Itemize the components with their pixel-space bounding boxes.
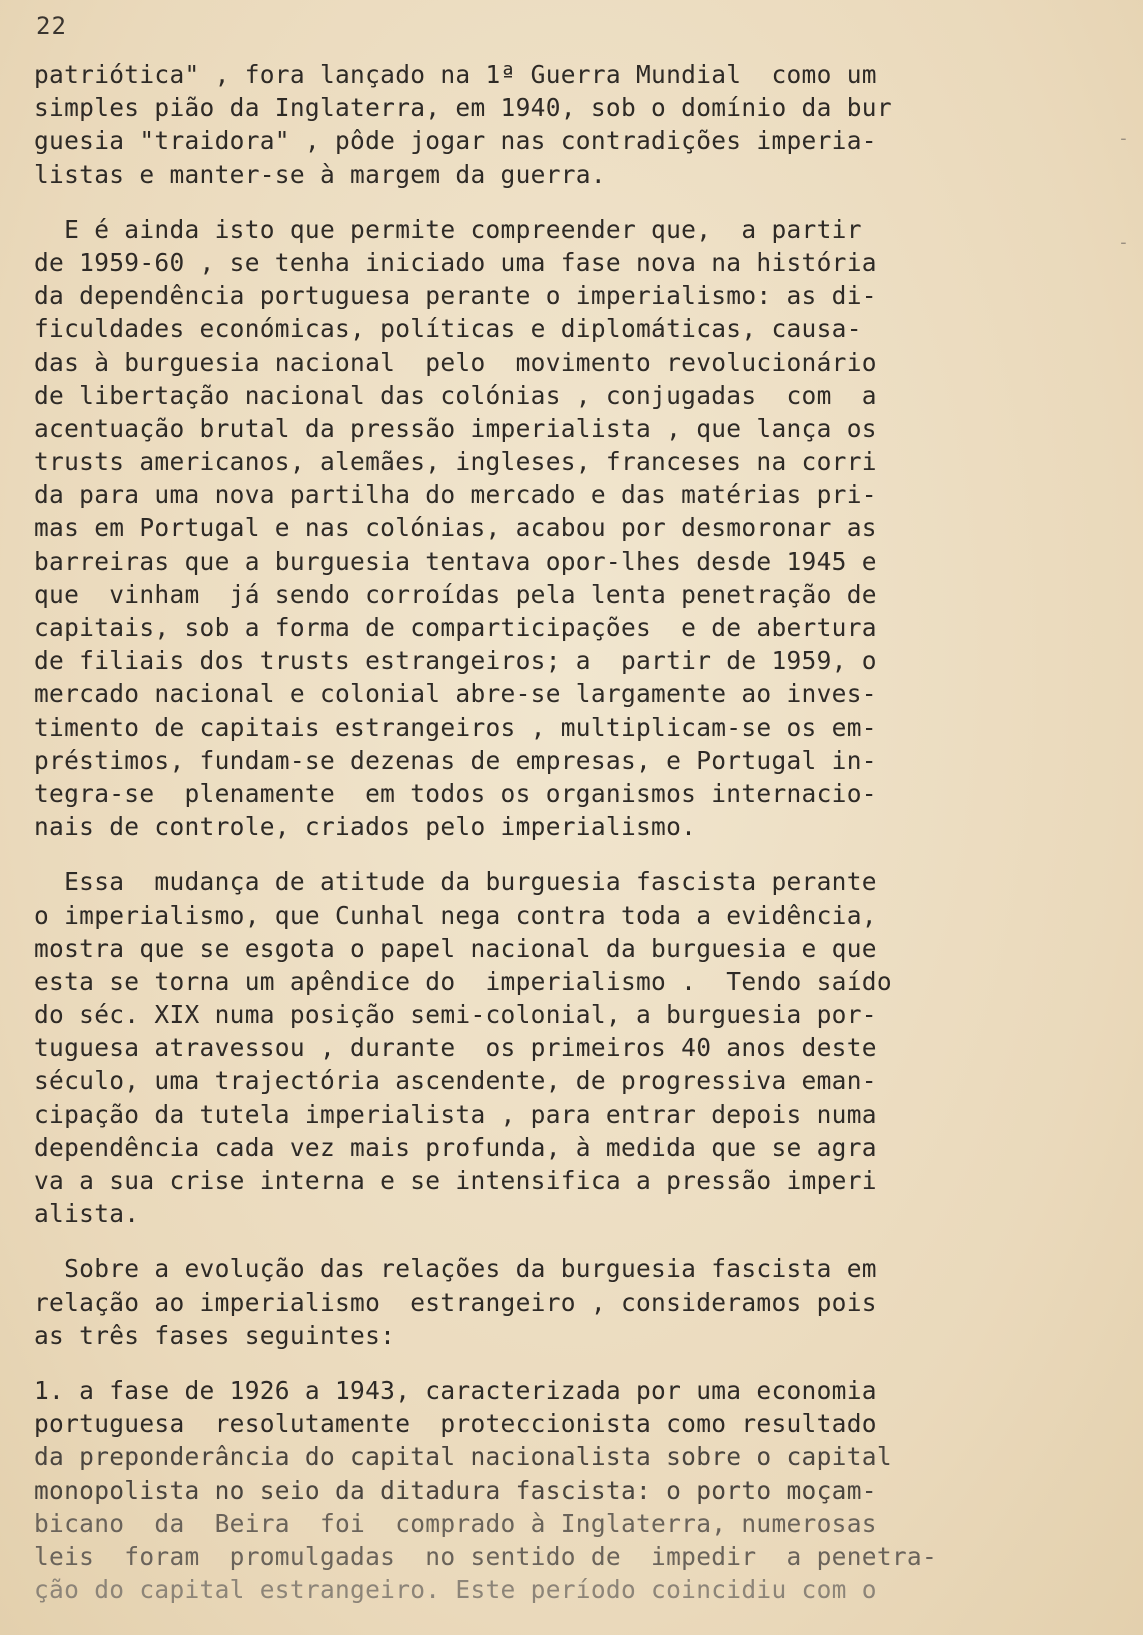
text-line: préstimos, fundam-se dezenas de empresas, e Portugal in-: [34, 745, 877, 775]
text-line: cipação da tutela imperialista , para entrar depois numa: [34, 1099, 877, 1129]
text-line: de libertação nacional das colónias , conjugadas com a: [34, 380, 877, 410]
text-line: esta se torna um apêndice do imperialismo . Tendo saído: [34, 966, 892, 996]
text-line: de 1959-60 , se tenha iniciado uma fase nova na história: [34, 247, 877, 277]
text-line: mas em Portugal e nas colónias, acabou por desmoronar as: [34, 513, 877, 543]
text-line: timento de capitais estrangeiros , multiplicam-se os em-: [34, 712, 877, 742]
text-line: dependência cada vez mais profunda, à medida que se agra: [34, 1132, 877, 1162]
text-line: acentuação brutal da pressão imperialista , que lança os: [34, 413, 877, 443]
page-number: 22: [36, 12, 67, 40]
text-line: mostra que se esgota o papel nacional da burguesia e que: [34, 933, 877, 963]
text-line: ção do capital estrangeiro. Este período coincidiu com o: [34, 1575, 877, 1605]
text-line: que vinham já sendo corroídas pela lenta penetração de: [34, 579, 877, 609]
text-line: nais de controle, criados pelo imperialismo.: [34, 812, 697, 842]
text-line: E é ainda isto que permite compreender que, a partir: [34, 214, 862, 244]
text-line: de filiais dos trusts estrangeiros; a partir de 1959, o: [34, 646, 877, 676]
text-line: patriótica" , fora lançado na 1ª Guerra Mundial como um: [34, 60, 877, 89]
text-line: tegra-se plenamente em todos os organismos internacio-: [34, 778, 877, 808]
text-line: 1. a fase de 1926 a 1943, caracterizada por uma economia: [34, 1375, 877, 1405]
body-text: [34, 58, 1014, 1606]
text-line: monopolista no seio da ditadura fascista: o porto moçam-: [34, 1475, 877, 1505]
text-line: mercado nacional e colonial abre-se largamente ao inves-: [34, 679, 877, 709]
margin-mark: -: [1118, 232, 1129, 253]
text-line: da para uma nova partilha do mercado e das matérias pri-: [34, 480, 877, 510]
text-line: relação ao imperialismo estrangeiro , consideramos pois: [34, 1287, 877, 1317]
text-line: século, uma trajectória ascendente, de progressiva eman-: [34, 1066, 877, 1096]
text-line: do séc. XIX numa posição semi-colonial, a burguesia por-: [34, 1000, 877, 1030]
text-line: o imperialismo, que Cunhal nega contra toda a evidência,: [34, 900, 877, 930]
text-line: Essa mudança de atitude da burguesia fascista perante: [34, 867, 877, 897]
text-line: leis foram promulgadas no sentido de impedir a penetra-: [34, 1541, 938, 1571]
text-line: portuguesa resolutamente proteccionista como resultado: [34, 1409, 877, 1439]
text-line: da preponderância do capital nacionalista sobre o capital: [34, 1442, 892, 1472]
text-line: simples pião da Inglaterra, em 1940, sob o domínio da bur: [34, 93, 892, 123]
text-line: capitais, sob a forma de comparticipações e de abertura: [34, 613, 877, 642]
text-line: ficuldades económicas, políticas e diplomáticas, causa-: [34, 314, 862, 344]
text-line: bicano da Beira foi comprado à Inglaterra, numerosas: [34, 1508, 877, 1538]
text-line: trusts americanos, alemães, ingleses, franceses na corri: [34, 447, 877, 477]
text-line: barreiras que a burguesia tentava opor-lhes desde 1945 e: [34, 546, 877, 576]
text-line: tuguesa atravessou , durante os primeiros 40 anos deste: [34, 1033, 877, 1063]
margin-mark: -: [1118, 128, 1129, 149]
text-line: alista.: [34, 1199, 140, 1229]
text-line: guesia "traidora" , pôde jogar nas contradições imperia-: [34, 126, 877, 156]
text-line: listas e manter-se à margem da guerra.: [34, 159, 606, 189]
text-line: as três fases seguintes:: [34, 1320, 396, 1350]
text-line: da dependência portuguesa perante o imperialismo: as di-: [34, 281, 877, 311]
text-line: Sobre a evolução das relações da burguesia fascista em: [34, 1254, 877, 1284]
text-line: va a sua crise interna e se intensifica a pressão imperi: [34, 1166, 877, 1195]
text-line: das à burguesia nacional pelo movimento revolucionário: [34, 347, 877, 377]
